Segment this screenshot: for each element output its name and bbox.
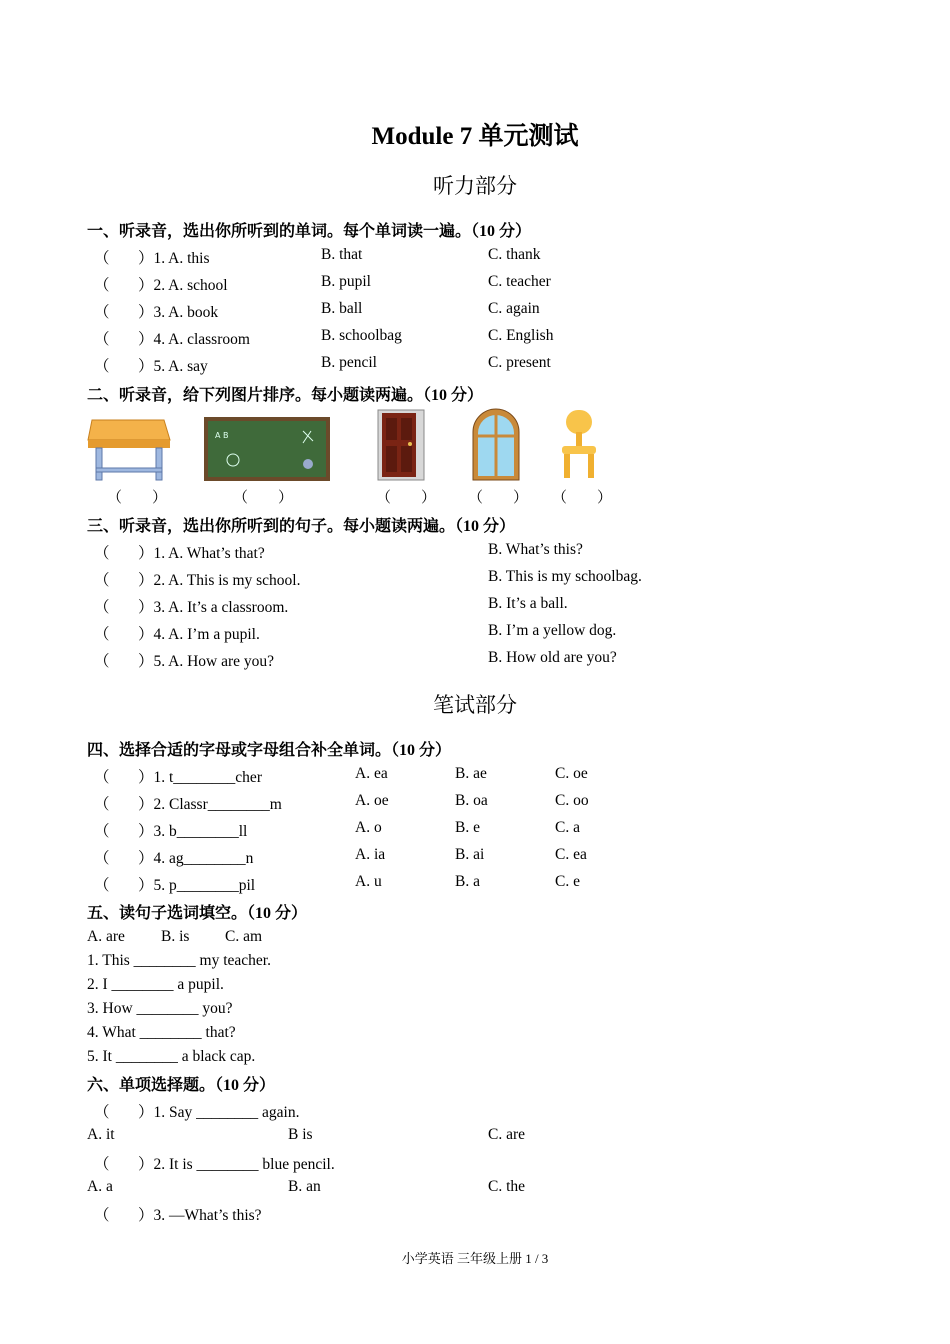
section-3-heading: 三、听录音，选出你所听到的句子。每小题读两遍。（10 分） [87,518,516,535]
item-option-c: C. oe [555,765,588,782]
item-option-c: C. English [488,327,554,344]
section-1-item [0,354,950,376]
item-option-a: ）4. A. I’m a pupil. [138,626,260,643]
option-a: A. a [87,1178,113,1195]
question-text: ）2. It is ________ blue pencil. [138,1156,335,1173]
item-option-a: ）3. A. It’s a classroom. [138,599,289,616]
question-6-1 [0,1100,950,1122]
window-icon [470,406,522,482]
section-1-heading: 一、听录音，选出你所听到的单词。每个单词读一遍。（10 分） [87,223,532,240]
item-option-b: B. pencil [321,354,377,371]
item-option-b: B. that [321,246,363,263]
item-word: ）5. p________pil [138,877,256,894]
section-2-heading: 二、听录音，给下列图片排序。每小题读两遍。（10 分） [87,387,484,404]
item-option-c: C. thank [488,246,541,263]
option-a: A. it [87,1126,115,1143]
question-text: ）1. Say ________ again. [138,1104,300,1121]
item-word: ）3. b________ll [138,823,248,840]
item-option-a: A. ea [355,765,388,782]
open-paren: （ [94,572,110,589]
sentence: 5. It ________ a black cap. [87,1048,256,1065]
item-option-c: C. a [555,819,580,836]
section-1-item [0,273,950,295]
picture-5-answer-blank[interactable]: （ ） [552,490,613,506]
item-option-a: ）3. A. book [138,304,219,321]
written-part-heading: 笔试部分 [433,693,517,717]
item-option-b: B. e [455,819,480,836]
svg-text:A B: A B [215,431,229,440]
section-5-heading: 五、读句子选词填空。（10 分） [87,905,308,922]
door-icon [376,408,428,482]
section-5-item [0,952,950,974]
item-option-b: B. ball [321,300,363,317]
question-text: ）3. —What’s this? [138,1207,262,1224]
open-paren: （ [94,796,110,813]
item-word: ）1. t________cher [138,769,262,786]
open-paren: （ [94,358,110,375]
picture-3-answer-blank[interactable]: （ ） [376,490,437,506]
item-option-a: ）4. A. classroom [138,331,250,348]
open-paren: （ [94,877,110,894]
open-paren: （ [94,250,110,267]
section-5-item [0,1024,950,1046]
item-option-a: A. ia [355,846,386,863]
page-footer: 小学英语 三年级上册 1 / 3 [401,1251,549,1266]
section-5-item [0,1000,950,1022]
open-paren: （ [94,769,110,786]
item-option-b: B. schoolbag [321,327,402,344]
item-option-a: A. oe [355,792,389,809]
item-word: ）2. Classr________m [138,796,282,813]
item-option-b: B. a [455,873,480,890]
section-1-item [0,246,950,268]
picture-4-answer-blank[interactable]: （ ） [468,490,529,506]
option-c: C. are [488,1126,526,1143]
item-word: ）4. ag________n [138,850,254,867]
item-option-c: C. e [555,873,580,890]
item-option-b: B. pupil [321,273,371,290]
section-3-item [0,568,950,590]
section-5-item [0,976,950,998]
section-5-item [0,1048,950,1070]
question-6-1-options [0,1126,950,1148]
item-option-a: ）2. A. This is my school. [138,572,301,589]
item-option-b: B. It’s a ball. [488,595,568,612]
open-paren: （ [94,599,110,616]
section-4-item [0,792,950,814]
open-paren: （ [94,1104,110,1121]
item-option-b: B. I’m a yellow dog. [488,622,617,639]
item-option-a: ）5. A. say [138,358,208,375]
item-option-c: C. teacher [488,273,551,290]
open-paren: （ [94,277,110,294]
blackboard-icon [203,416,331,482]
sentence: 4. What ________ that? [87,1024,236,1041]
item-option-a: ）5. A. How are you? [138,653,275,670]
item-option-a: ）1. A. What’s that? [138,545,265,562]
open-paren: （ [94,331,110,348]
section-4-item [0,846,950,868]
section-1-item [0,300,950,322]
item-option-a: A. o [355,819,382,836]
option-c: C. the [488,1178,526,1195]
open-paren: （ [94,653,110,670]
section-3-item [0,541,950,563]
chair-icon [556,408,604,480]
option-b: B. is [161,928,190,945]
picture-1-answer-blank[interactable]: （ ） [107,490,168,506]
picture-2-answer-blank[interactable]: （ ） [233,490,294,506]
section-4-heading: 四、选择合适的字母或字母组合补全单词。（10 分） [87,742,452,759]
section-3-item [0,622,950,644]
item-option-c: C. present [488,354,551,371]
question-6-2-options [0,1178,950,1200]
open-paren: （ [94,1156,110,1173]
open-paren: （ [94,626,110,643]
item-option-c: C. ea [555,846,587,863]
question-6-3 [0,1203,950,1225]
open-paren: （ [94,823,110,840]
item-option-b: B. ae [455,765,487,782]
section-6-heading: 六、单项选择题。（10 分） [87,1077,276,1094]
open-paren: （ [94,304,110,321]
item-option-b: B. ai [455,846,485,863]
item-option-a: ）2. A. school [138,277,228,294]
listening-part-heading: 听力部分 [433,174,517,198]
item-option-a: A. u [355,873,382,890]
item-option-c: C. oo [555,792,589,809]
open-paren: （ [94,545,110,562]
section-3-item [0,595,950,617]
sentence: 2. I ________ a pupil. [87,976,224,993]
open-paren: （ [94,850,110,867]
item-option-b: B. What’s this? [488,541,583,558]
desk-icon [86,414,172,482]
section-1-item [0,327,950,349]
item-option-b: B. This is my schoolbag. [488,568,642,585]
sentence: 3. How ________ you? [87,1000,233,1017]
item-option-a: ）1. A. this [138,250,210,267]
item-option-b: B. How old are you? [488,649,617,666]
sentence: 1. This ________ my teacher. [87,952,271,969]
section-3-item [0,649,950,671]
item-option-c: C. again [488,300,540,317]
section-4-item [0,819,950,841]
option-b: B is [288,1126,313,1143]
section-4-item [0,873,950,895]
option-b: B. an [288,1178,321,1195]
item-option-b: B. oa [455,792,488,809]
open-paren: （ [94,1207,110,1224]
option-c: C. am [225,928,263,945]
section-4-item [0,765,950,787]
page-title: Module 7 单元测试 [371,123,579,150]
question-6-2 [0,1152,950,1174]
option-a: A. are [87,928,125,945]
